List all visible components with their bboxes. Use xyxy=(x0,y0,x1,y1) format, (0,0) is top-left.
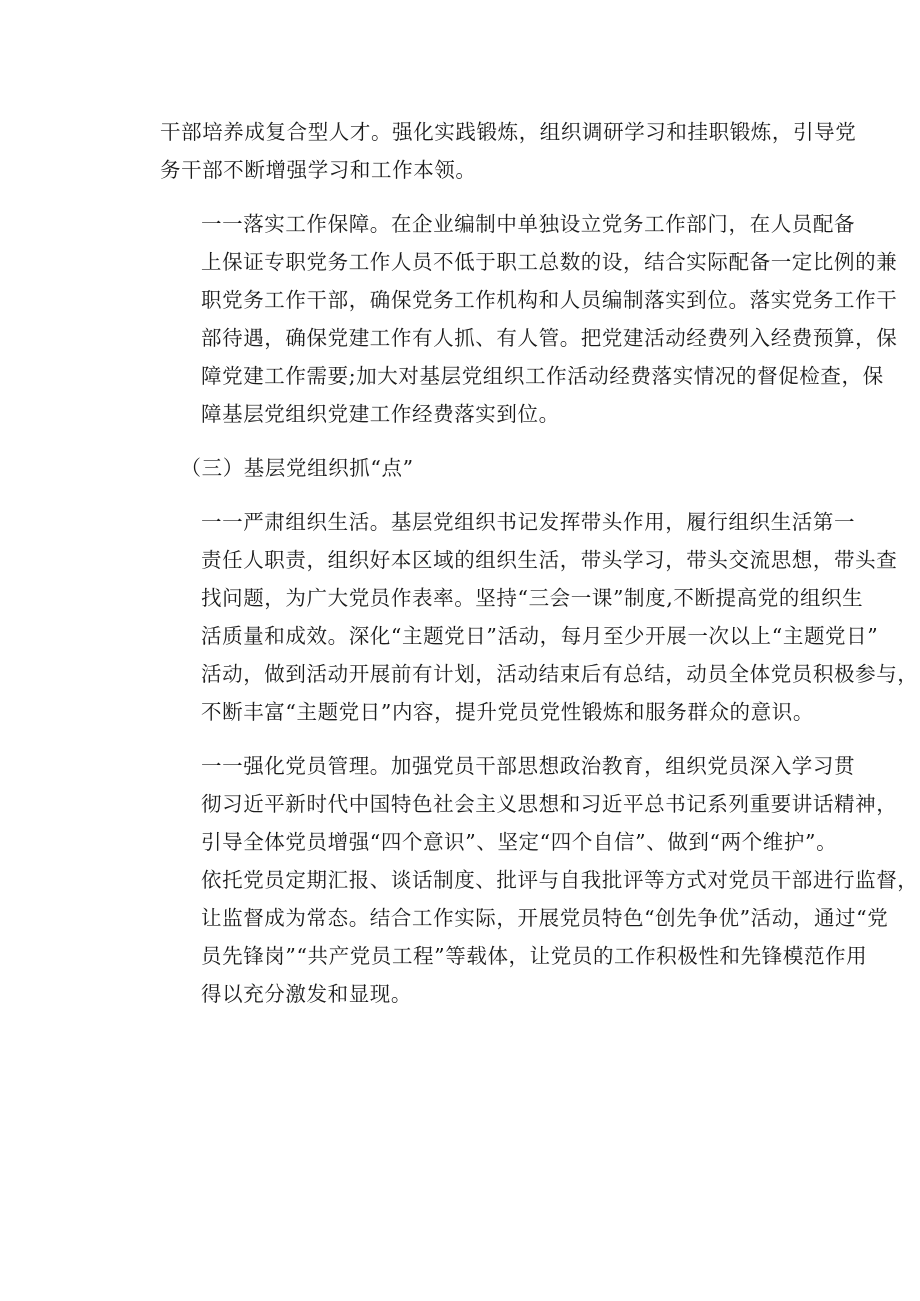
text-line: 一一落实工作保障。在企业编制中单独设立党务工作部门，在人员配备 xyxy=(201,212,856,236)
section-heading xyxy=(160,449,800,487)
text-line: 部待遇，确保党建工作有人抓、有人管。把党建活动经费列入经费预算，保 xyxy=(201,326,898,350)
text-line: 一一强化党员管理。加强党员干部思想政治教育，组织党员深入学习贯 xyxy=(201,754,856,778)
paragraph-organization-life xyxy=(160,503,919,731)
text-line: 不断丰富“主题党日”内容，提升党员党性锻炼和服务群众的意识。 xyxy=(201,700,814,724)
text-line: 一一严肃组织生活。基层党组织书记发挥带头作用，履行组织生活第一 xyxy=(201,510,856,534)
text-line: 让监督成为常态。结合工作实际，开展党员特色“创先争优”活动，通过“党 xyxy=(201,906,889,930)
text-line: 干部培养成复合型人才。强化实践锻炼，组织调研学习和挂职锻炼，引导党 xyxy=(160,120,857,144)
text-line: 责任人职责，组织好本区域的组织生活，带头学习，带头交流思想，带头查 xyxy=(201,548,898,572)
paragraph-work-guarantee xyxy=(160,205,898,433)
text-line: 得以充分激发和显现。 xyxy=(201,982,412,1006)
text-line: 彻习近平新时代中国特色社会主义思想和习近平总书记系列重要讲话精神， xyxy=(201,792,898,816)
document-body xyxy=(160,113,919,1029)
text-line: 职党务工作干部，确保党务工作机构和人员编制落实到位。落实党务工作干 xyxy=(201,288,898,312)
text-line: 障基层党组织党建工作经费落实到位。 xyxy=(201,402,560,426)
text-line: 员先锋岗”“共产党员工程”等载体，让党员的工作积极性和先锋模范作用 xyxy=(201,944,868,968)
text-line: 引导全体党员增强“四个意识”、坚定“四个自信”、做到“两个维护”。 xyxy=(201,830,838,854)
text-line: 活动，做到活动开展前有计划，活动结束后有总结，动员全体党员积极参与， xyxy=(201,662,919,686)
text-line: 依托党员定期汇报、谈话制度、批评与自我批评等方式对党员干部进行监督， xyxy=(201,868,919,892)
paragraph-member-management xyxy=(160,747,919,1013)
text-line: 务干部不断增强学习和工作本领。 xyxy=(160,158,477,182)
text-line: 上保证专职党务工作人员不低于职工总数的设，结合实际配备一定比例的兼 xyxy=(201,250,898,274)
text-line: 活质量和成效。深化“主题党日”活动，每月至少开展一次以上“主题党日” xyxy=(201,624,879,648)
text-line: 障党建工作需要;加大对基层党组织工作活动经费落实情况的督促检查，保 xyxy=(201,364,884,388)
heading-text: （三）基层党组织抓“点” xyxy=(180,456,414,480)
text-line: 找问题，为广大党员作表率。坚持“三会一课”制度,不断提高党的组织生 xyxy=(201,586,864,610)
paragraph-continuation xyxy=(160,113,857,189)
